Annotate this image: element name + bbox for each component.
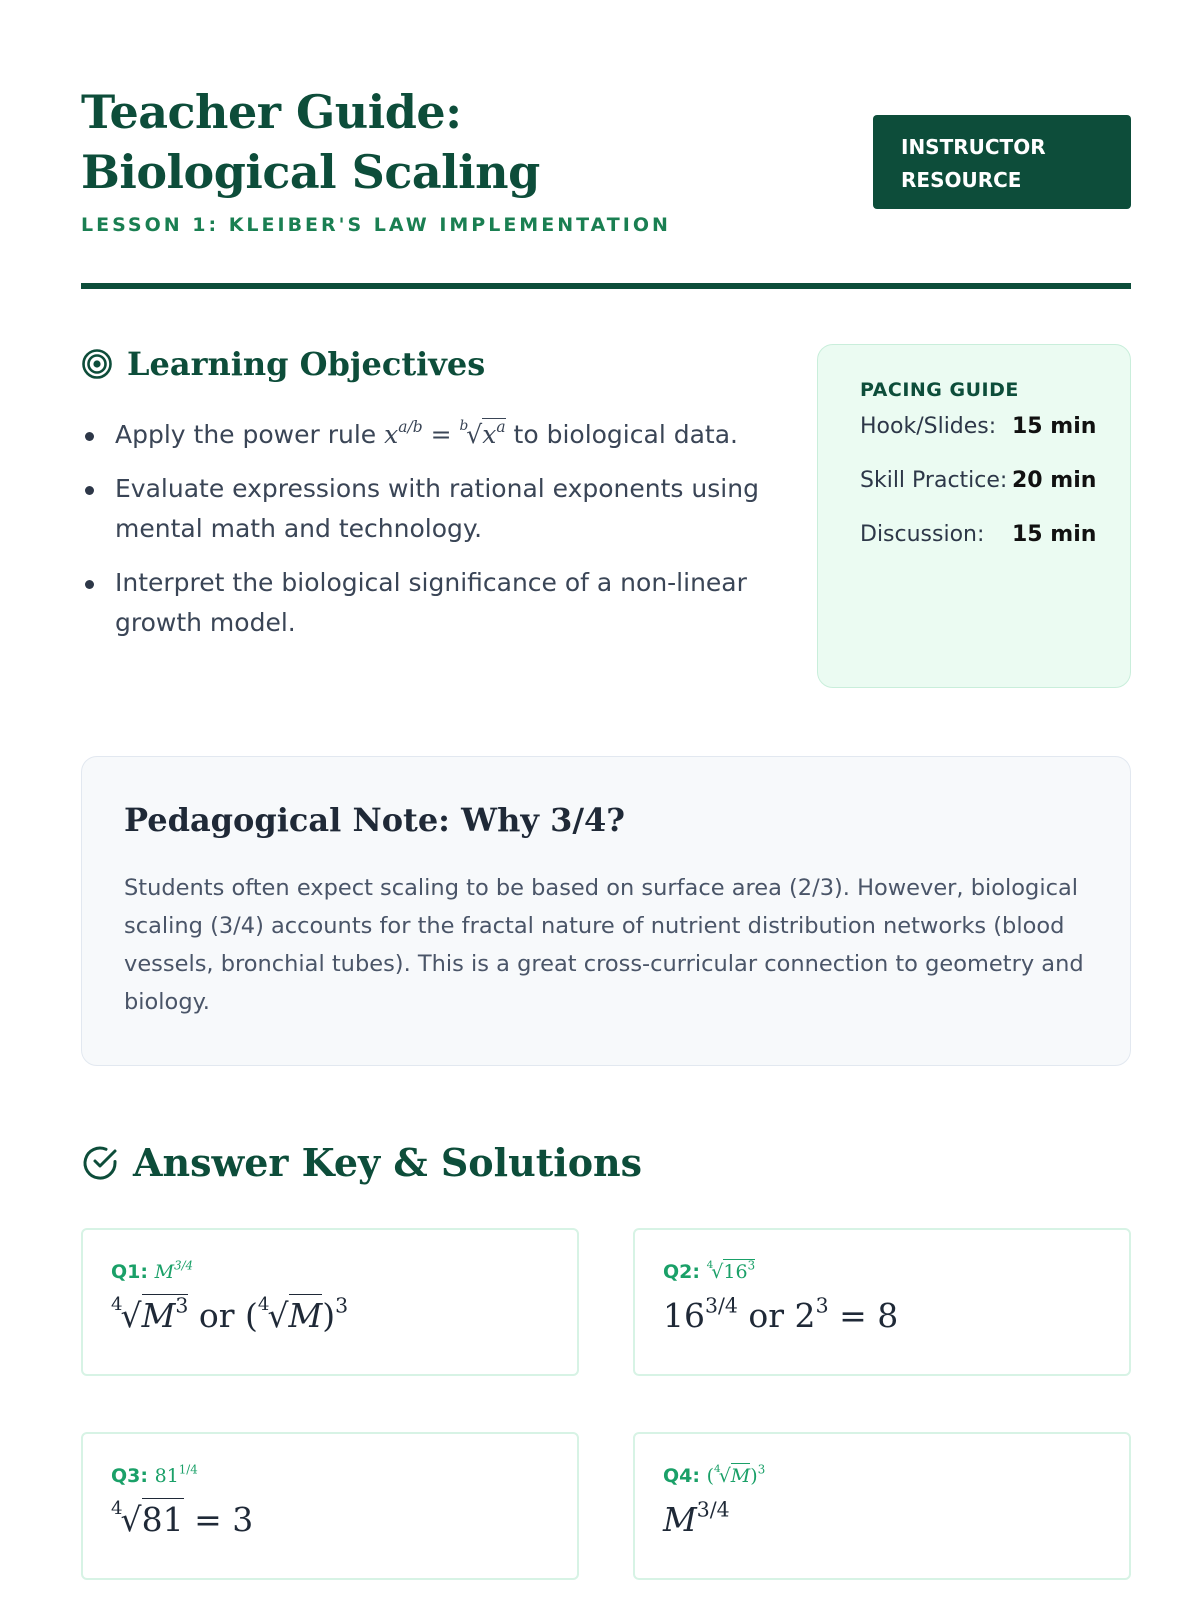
lesson-subtitle: LESSON 1: KLEIBER'S LAW IMPLEMENTATION — [81, 214, 671, 236]
pacing-guide-title: PACING GUIDE — [860, 379, 1019, 401]
answer-card-q4 — [633, 1432, 1131, 1580]
question-label — [663, 1460, 1101, 1492]
answer-key-header — [81, 1140, 642, 1185]
learning-objectives-header — [81, 345, 485, 383]
or-word: or — [748, 1296, 785, 1335]
badge-line-1: INSTRUCTOR — [901, 135, 1046, 159]
question-number: Q2: — [663, 1261, 700, 1283]
pacing-value: 15 min — [1012, 414, 1097, 439]
pedagogical-note-card — [81, 756, 1131, 1066]
answer-expression: $M^{3/4}$ — [663, 1497, 730, 1539]
objective-1-prefix: Apply the power rule — [115, 420, 385, 449]
pacing-row — [860, 521, 1130, 549]
question-expression: $(^4√M)^3$ — [706, 1462, 766, 1487]
or-word: or — [198, 1296, 235, 1335]
power-rule-formula: $x^{a/b} = ^b√x^a$ — [384, 417, 506, 449]
header-divider — [81, 283, 1131, 289]
header — [81, 82, 1131, 292]
question-expression: $^4√16^3$ — [706, 1258, 756, 1283]
page-title: Teacher Guide: Biological Scaling — [81, 85, 540, 199]
objective-item: Interpret the biological significance of a non-linear growth model. — [81, 563, 771, 643]
question-expression: $M^{3/4}$ — [154, 1258, 194, 1283]
question-label — [111, 1256, 549, 1288]
answer-expression: $^4√M^3$ or $(^4√M)^3$ — [111, 1293, 349, 1335]
answer-card-q3 — [81, 1432, 579, 1580]
objective-1-suffix: to biological data. — [505, 420, 738, 449]
question-label — [663, 1256, 1101, 1288]
pacing-row — [860, 413, 1130, 441]
answer-card-q2 — [633, 1228, 1131, 1376]
answer-key-title: Answer Key & Solutions — [133, 1140, 643, 1185]
answer-expression: $^4$√81 = 3 — [111, 1497, 254, 1539]
question-number: Q3: — [111, 1465, 148, 1487]
question-expression: $81^{1/4}$ — [154, 1462, 198, 1487]
pacing-value: 20 min — [1012, 468, 1097, 493]
question-number: Q4: — [663, 1465, 700, 1487]
answer-expression: $16^{3/4}$ or $2^3 = 8$ — [663, 1293, 899, 1335]
instructor-resource-badge — [873, 115, 1131, 209]
objective-item — [81, 415, 771, 455]
pedagogical-note-title: Pedagogical Note: Why 3/4? — [124, 801, 626, 839]
objectives-list — [81, 415, 771, 657]
pacing-label: Discussion: — [860, 522, 985, 547]
pedagogical-note-body: Students often expect scaling to be based on surface area (2/3). However, biological scaling (3/4) accounts for the fractal nature of nutrient distribution networks (blood vessels, bronchial tubes). This is a great cross-curricular connection to geometry and biology. — [124, 875, 1084, 1015]
pacing-label: Hook/Slides: — [860, 414, 997, 439]
answer-card-q1 — [81, 1228, 579, 1376]
check-circle-icon — [81, 1144, 119, 1182]
question-label — [111, 1460, 549, 1492]
objective-item: Evaluate expressions with rational exponents using mental math and technology. — [81, 469, 771, 549]
target-icon — [81, 348, 113, 380]
badge-line-2: RESOURCE — [901, 168, 1022, 192]
pacing-label: Skill Practice: — [860, 468, 1008, 493]
pacing-value: 15 min — [1012, 522, 1097, 547]
pacing-guide-card — [817, 344, 1131, 688]
pacing-row — [860, 467, 1130, 495]
learning-objectives-title: Learning Objectives — [127, 345, 486, 383]
question-number: Q1: — [111, 1261, 148, 1283]
